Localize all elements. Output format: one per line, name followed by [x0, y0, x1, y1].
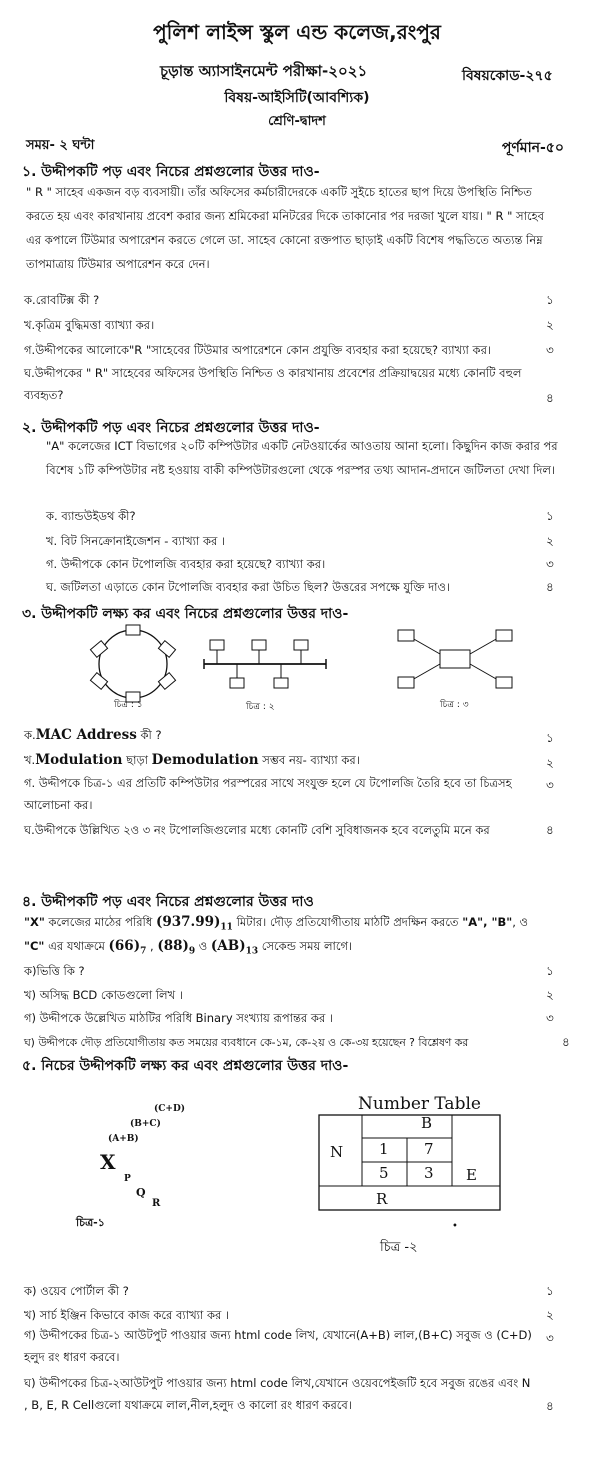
q5-mark-c: ৩ [546, 1331, 554, 1345]
q1-item-a: ক.রোবটিক্স কী ? [24, 293, 100, 307]
number-table-cell-7: 7 [424, 1140, 434, 1158]
q4-stem-line1: "X" কলেজের মাঠের পরিধি $(937.99)_{11}$ মিটার। দৌড় প্রতিযোগীতায় মাঠটি প্রদক্ষিন করতে "A", "B", ও [24, 914, 529, 933]
q3-item-b: খ.Modulation ছাড়া Demodulation সম্ভব নয়- ব্যাখ্যা কর। [24, 752, 360, 768]
fig5-1-p-label: P [124, 1174, 131, 1184]
q3-mark-b: ২ [546, 756, 554, 770]
subject-title: বিষয়-আইসিটি(আবশ্যিক) [224, 90, 370, 106]
q4-item-d: ঘ) উদ্দীপকে দৌড় প্রতিযোগীতায় কত সময়ের ব্যবধানে কে-১ম, কে-২য় ও কে-৩য় হয়েছেন ? বিশ্লেষণ কর [24, 1036, 469, 1049]
q2-item-a: ক. ব্যান্ডউইডথ কী? [46, 509, 136, 523]
q5-mark-b: ২ [546, 1308, 554, 1322]
q4-item-b: খ) অসিদ্ধ BCD কোডগুলো লিখ । [24, 988, 183, 1002]
number-table-cell-r: R [376, 1190, 388, 1208]
fig5-1-cd-label: (C+D) [154, 1104, 186, 1114]
exam-title: চূড়ান্ত অ্যাসাইনমেন্ট পরীক্ষা-২০২১ [160, 62, 368, 80]
q3-mark-a: ১ [546, 731, 554, 745]
q4-mark-b: ২ [546, 988, 554, 1002]
q1-mark-a: ১ [546, 293, 554, 307]
fig5-1-bc-label: (B+C) [130, 1119, 161, 1129]
time-label: সময়- ২ ঘন্টা [26, 138, 95, 153]
q5-item-a: ক) ওয়েব পোর্টাল কী ? [24, 1284, 129, 1298]
q3-heading: ৩. উদ্দীপকটি লক্ষ্য কর এবং নিচের প্রশ্নগুলোর উত্তর দাও- [22, 606, 349, 622]
school-name: পুলিশ লাইন্স স্কুল এন্ড কলেজ,রংপুর [153, 20, 441, 44]
q1-mark-b: ২ [546, 318, 554, 332]
q5-item-d: ঘ) উদ্দীপকের চিত্র-২আউটপুট পাওয়ার জন্য html code লিখ,যেখানে ওয়েবপেইজটি হবে সবুজ রঙের এবং N , B, E, R Cellগুলো যথাক্রমে লাল,নীল,হলুদ ও কালো রং ধারণ করবে। [24, 1376, 531, 1412]
q3-item-a: ক.MAC Address কী ? [24, 727, 162, 743]
fig5-2-caption: চিত্র -২ [380, 1240, 418, 1255]
q1-item-c: গ.উদ্দীপকের আলোকে"R "সাহেবের টিউমার অপারেশনে কোন প্রযুক্তি ব্যবহার করা হয়েছে? ব্যাখ্যা কর। [24, 343, 492, 357]
q3-item-d: ঘ.উদ্দীপকে উল্লিখিত ২ও ৩ নং টপোলজিগুলোর মধ্যে কোনটি বেশি সুবিধাজনক হবে বলেতুমি মনে কর [24, 823, 490, 837]
full-marks-label: পূর্ণমান-৫০ [501, 140, 564, 156]
q5-mark-d: ৪ [546, 1399, 554, 1413]
subject-code: বিষয়কোড-২৭৫ [462, 68, 553, 84]
q5-mark-a: ১ [546, 1284, 554, 1298]
class-label: শ্রেণি-দ্বাদশ [268, 114, 326, 129]
q2-item-b: খ. বিট সিনক্রোনাইজেশন - ব্যাখ্যা কর । [46, 534, 226, 548]
q2-heading: ২. উদ্দীপকটি পড় এবং নিচের প্রশ্নগুলোর উত্তর দাও- [22, 420, 320, 436]
number-table-cell-b: B [421, 1114, 433, 1132]
q4-item-a: ক)ভিত্তি কি ? [24, 964, 85, 978]
number-table-cell-3: 3 [424, 1164, 434, 1182]
q5-heading: ৫. নিচের উদ্দীপকটি লক্ষ্য কর এবং প্রশ্নগুলোর উত্তর দাও- [22, 1058, 349, 1074]
q1-mark-c: ৩ [546, 343, 554, 357]
bus-topology-diagram [200, 634, 330, 694]
q2-mark-d: ৪ [546, 580, 554, 594]
q1-stem: " R " সাহেব একজন বড় ব্যবসায়ী। তাঁর অফিসের কর্মচারীদেরকে একটি সুইচে হাতের ছাপ দিয়ে উপস্থিতি নিশ্চিত করতে হয় এবং কারখানায় প্রবেশ করার জন্য শ্রমিকেরা মনিটরের দিকে তাকানোর পর দরজা খুলে যায়। " R " সাহেব এর কপালে টিউমার অপারেশন করতে গেলে ডা. সাহেব কোনো রক্তপাত ছাড়াই একটি বিশেষ পদ্ধতিতে অত্যন্ত নিম্ন তাপমাত্রায় টিউমার অপারেশন করে দেন। [26, 185, 545, 271]
number-table-cell-5: 5 [379, 1164, 389, 1182]
q4-mark-d: ৪ [562, 1035, 570, 1049]
fig5-1-r-label: R [152, 1198, 161, 1209]
q3-mark-d: ৪ [546, 823, 554, 837]
q2-mark-c: ৩ [546, 557, 554, 571]
number-table-cell-n: N [330, 1143, 344, 1161]
q4-item-c: গ) উদ্দীপকে উল্লেখিত মাঠটির পরিধি Binary সংখ্যায় রূপান্তর কর । [24, 1011, 334, 1025]
q3-item-c: গ. উদ্দীপকে চিত্র-১ এর প্রতিটি কম্পিউটার পরস্পরের সাথে সংযুক্ত হলে যে টপোলজি তৈরি হবে তা চিত্রসহ আলোচনা কর। [24, 776, 512, 812]
q2-item-c: গ. উদ্দীপকে কোন টপোলজি ব্যবহার করা হয়েছে? ব্যাখ্যা কর। [46, 557, 326, 571]
fig5-1-x-label: X [100, 1150, 116, 1174]
number-table-grid [318, 1114, 502, 1212]
number-table-cell-1: 1 [379, 1140, 389, 1158]
q1-mark-d: ৪ [546, 391, 554, 405]
q1-heading: ১. উদ্দীপকটি পড় এবং নিচের প্রশ্নগুলোর উত্তর দাও- [22, 164, 320, 180]
q4-heading: ৪. উদ্দীপকটি পড় এবং নিচের প্রশ্নগুলোর উত্তর দাও [22, 894, 314, 910]
fig1-caption: চিত্র : ১ [114, 700, 143, 710]
q3-mark-c: ৩ [546, 778, 554, 792]
q2-stem: "A" কলেজের ICT বিভাগের ২০টি কম্পিউটার একটি নেটওয়ার্কের আওতায় আনা হলো। কিছুদিন কাজ করার পর বিশেষ ১টি কম্পিউটার নষ্ট হওয়ায় বাকী কম্পিউটারগুলো থেকে পরস্পর তথ্য আদান-প্রদানে জটিলতা দেখা দিল। [46, 439, 558, 477]
q2-item-d: ঘ. জটিলতা এড়াতে কোন টপোলজি ব্যবহার করা উচিত ছিল? উত্তরের সপক্ষে যুক্তি দাও। [46, 580, 451, 594]
q1-item-d: ঘ.উদ্দীপকের " R" সাহেবের অফিসের উপস্থিতি নিশ্চিত ও কারখানায় প্রবেশের প্রক্রিয়াদ্বয়ের মধ্যে কোনটি বহুল ব্যবহৃত? [24, 366, 522, 402]
q4-mark-c: ৩ [546, 1011, 554, 1025]
fig5-1-ab-label: (A+B) [108, 1134, 139, 1144]
number-table-title: Number Table [358, 1094, 481, 1114]
fig5-1-caption: চিত্র-১ [76, 1216, 105, 1229]
fig5-1-q-label: Q [136, 1186, 146, 1199]
stray-dot: • [452, 1221, 458, 1232]
q4-mark-a: ১ [546, 964, 554, 978]
q5-item-c: গ) উদ্দীপকের চিত্র-১ আউটপুট পাওয়ার জন্য html code লিখ, যেখানে(A+B) লাল,(B+C) সবুজ ও (C+D) হলুদ রং ধারণ করবে। [24, 1328, 532, 1364]
q2-mark-a: ১ [546, 509, 554, 523]
q5-item-b: খ) সার্চ ইঞ্জিন কিভাবে কাজ করে ব্যাখ্যা কর । [24, 1308, 230, 1322]
fig2-caption: চিত্র : ২ [246, 702, 275, 712]
q2-mark-b: ২ [546, 534, 554, 548]
number-table-cell-e: E [466, 1166, 477, 1184]
star-topology-diagram [394, 626, 516, 694]
q4-stem-line2: "C" এর যথাক্রমে $(66)_7$ , $(88)_9$ ও $(AB)_{13}$ সেকেন্ড সময় লাগে। [24, 938, 353, 957]
q1-item-b: খ.কৃত্রিম বুদ্ধিমত্তা ব্যাখ্যা কর। [24, 318, 155, 332]
fig3-caption: চিত্র : ৩ [440, 700, 469, 710]
